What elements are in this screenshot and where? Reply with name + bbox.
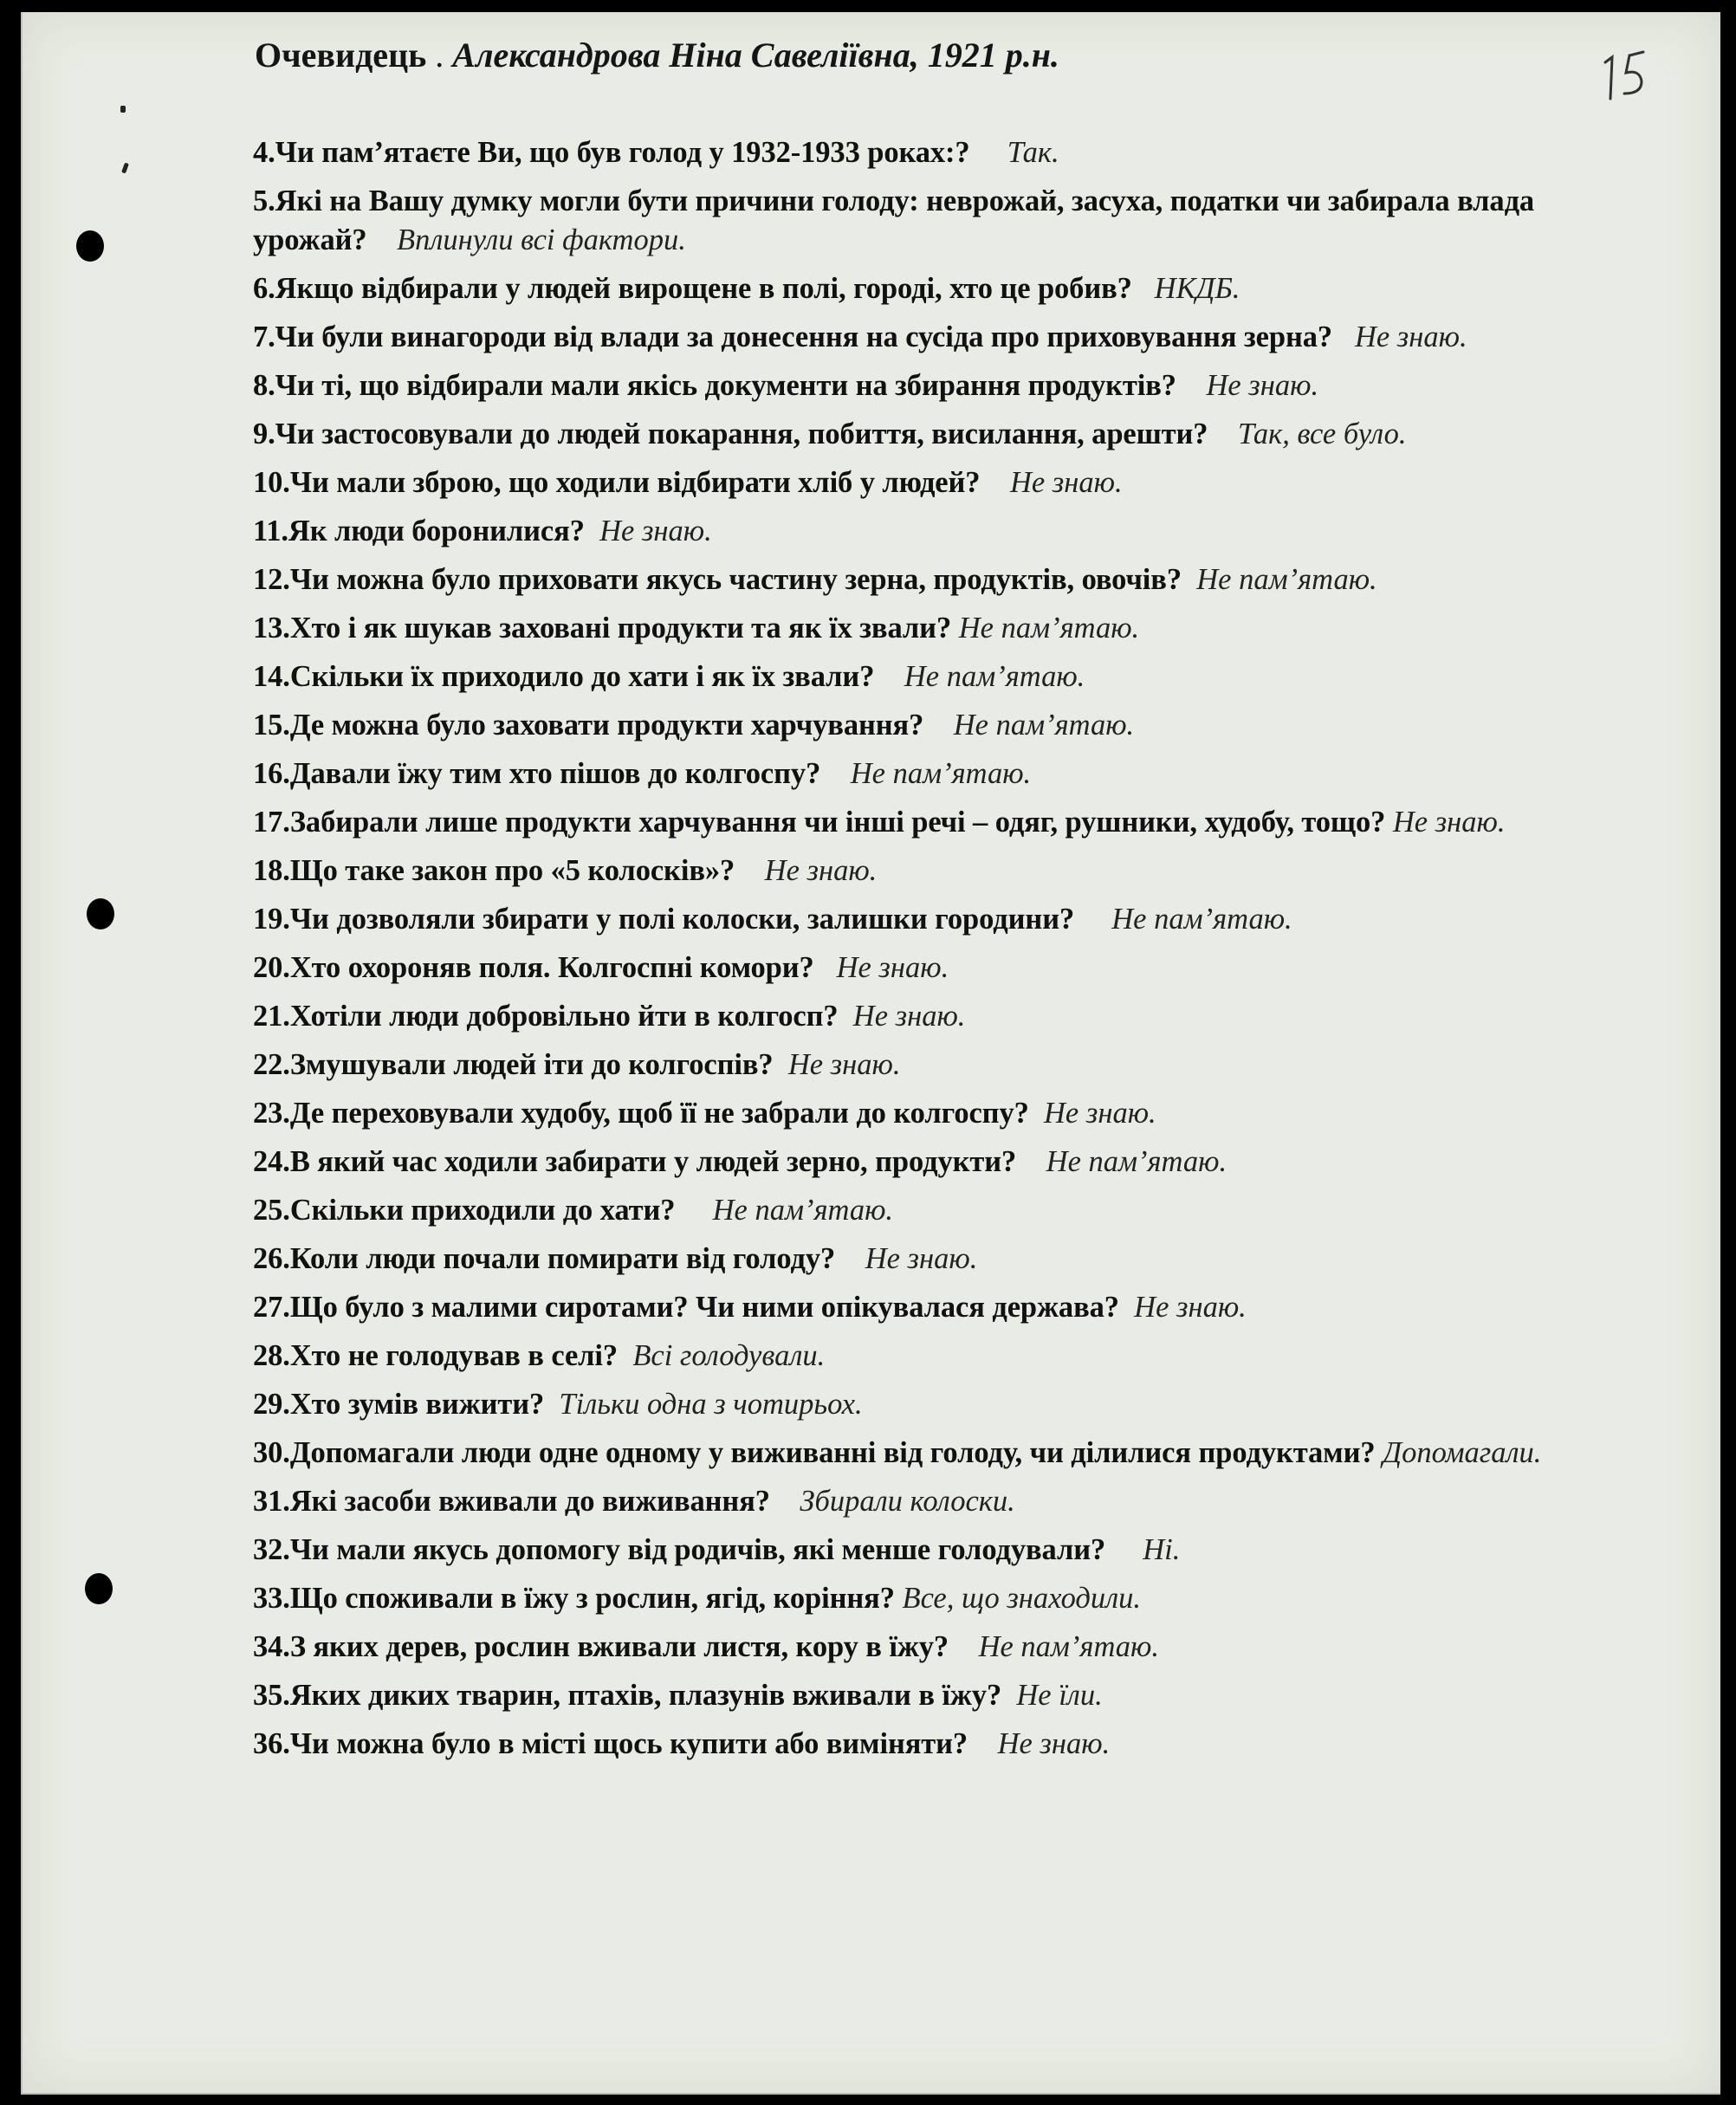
answer-text: Не пам’ятаю. <box>712 1194 894 1227</box>
answer-text: Не знаю. <box>1354 321 1467 353</box>
handwritten-page-number <box>1595 36 1655 106</box>
question-item <box>253 1337 1622 1376</box>
answer-text: Збирали колоски. <box>800 1485 1015 1518</box>
question-text: 34.З яких дерев, рослин вживали листя, кору в їжу? <box>253 1630 949 1663</box>
question-text: 35.Яких диких тварин, птахів, плазунів вживали в їжу? <box>253 1679 1002 1712</box>
question-text: 16.Давали їжу тим хто пішов до колгоспу? <box>253 757 821 790</box>
answer-spacer <box>820 757 851 790</box>
question-item <box>253 1676 1622 1715</box>
question-item <box>253 1434 1622 1473</box>
question-text: 23.Де переховували худобу, щоб її не забрали до колгоспу? <box>253 1097 1029 1130</box>
question-item <box>253 1725 1622 1764</box>
answer-text: Так. <box>1007 136 1059 169</box>
answer-text: Не їли. <box>1016 1679 1103 1712</box>
question-text: 18.Що таке закон про «5 колосків»? <box>253 854 735 887</box>
answer-text: Не знаю. <box>836 951 949 984</box>
answer-text: Ні. <box>1143 1533 1181 1566</box>
answer-text: НКДБ. <box>1154 272 1240 305</box>
answer-spacer <box>1208 418 1238 450</box>
answer-text: Все, що знаходили. <box>902 1582 1142 1615</box>
question-text: 9.Чи застосовували до людей покарання, побиття, висилання, арешти? <box>253 418 1208 450</box>
answer-text: Не знаю. <box>865 1242 978 1275</box>
question-item <box>253 1094 1622 1133</box>
answer-spacer <box>1385 806 1393 839</box>
answer-text: Не знаю. <box>764 854 878 887</box>
answer-text: Не пам’ятаю. <box>1046 1145 1228 1178</box>
answer-text: Не пам’ятаю. <box>904 660 1085 693</box>
question-item <box>253 803 1622 842</box>
answer-text: Всі голодували. <box>632 1339 826 1372</box>
punch-hole <box>85 1573 113 1604</box>
question-item <box>253 609 1622 648</box>
answer-text: Не знаю. <box>1044 1097 1156 1130</box>
question-item <box>253 755 1622 793</box>
question-item <box>253 133 1622 172</box>
answer-spacer <box>874 660 904 693</box>
answer-text: Не знаю. <box>1206 369 1319 402</box>
question-item <box>253 1143 1622 1182</box>
question-item <box>253 415 1622 454</box>
question-text: 31.Які засоби вживали до виживання? <box>253 1485 770 1518</box>
question-text: 21.Хотіли люди добровільно йти в колгосп? <box>253 1000 839 1033</box>
question-item <box>253 657 1622 696</box>
witness-label: Очевидець <box>255 36 427 74</box>
question-item <box>253 1240 1622 1279</box>
question-text: 26.Коли люди почали помирати від голоду? <box>253 1242 836 1275</box>
question-text: 36.Чи можна було в місті щось купити або виміняти? <box>253 1727 968 1760</box>
answer-text: Не пам’ятаю. <box>978 1630 1159 1663</box>
ink-speck <box>121 163 129 174</box>
question-text: 10.Чи мали зброю, що ходили відбирати хліб у людей? <box>253 466 981 499</box>
question-text: 22.Змушували людей іти до колгоспів? <box>253 1048 774 1081</box>
question-text: 28.Хто не голодував в селі? <box>253 1339 619 1372</box>
question-text: 14.Скільки їх приходило до хати і як їх звали? <box>253 660 875 693</box>
answer-spacer <box>1074 903 1111 936</box>
question-item <box>253 852 1622 891</box>
question-item <box>253 1191 1622 1230</box>
ink-speck <box>120 106 126 113</box>
answer-text: Не знаю. <box>1009 466 1123 499</box>
question-text: 19.Чи дозволяли збирати у полі колоски, залишки городини? <box>253 903 1075 936</box>
answer-text: Так, все було. <box>1237 418 1407 450</box>
question-text: 15.Де можна було заховати продукти харчування? <box>253 709 924 742</box>
question-item <box>253 1385 1622 1424</box>
question-item <box>253 318 1622 357</box>
question-item <box>253 1046 1622 1085</box>
answer-spacer <box>980 466 1010 499</box>
question-text: 13.Хто і як шукав заховані продукти та як їх звали? <box>253 612 952 644</box>
answer-spacer <box>1132 272 1155 305</box>
answer-spacer <box>770 1485 800 1518</box>
punch-hole <box>76 230 104 262</box>
question-text: 4.Чи пам’ятаєте Ви, що був голод у 1932-1933 роках:? <box>253 136 970 169</box>
question-text: 17.Забирали лише продукти харчування чи інші речі – одяг, рушники, худобу, тощо? <box>253 806 1386 839</box>
answer-spacer <box>585 515 599 547</box>
question-item <box>253 512 1622 551</box>
answer-spacer <box>968 1727 998 1760</box>
answer-text: Не пам’ятаю. <box>958 612 1140 644</box>
answer-spacer <box>835 1242 865 1275</box>
question-text: 25.Скільки приходили до хати? <box>253 1194 676 1227</box>
answer-spacer <box>814 951 837 984</box>
answer-spacer <box>970 136 1007 169</box>
answer-text: Вплинули всі фактори. <box>397 223 686 256</box>
question-text: 12.Чи можна було приховати якусь частину зерна, продуктів, овочів? <box>253 563 1182 596</box>
question-item <box>253 1579 1622 1618</box>
answer-spacer <box>1176 369 1207 402</box>
question-item <box>253 182 1622 260</box>
answer-text: Не знаю. <box>599 515 712 547</box>
question-text: 6.Якщо відбирали у людей вирощене в полі, городі, хто це робив? <box>253 272 1132 305</box>
question-item <box>253 463 1622 502</box>
answer-text: Не пам’ятаю. <box>953 709 1135 742</box>
punch-hole <box>87 898 114 929</box>
answer-spacer <box>1332 321 1355 353</box>
question-item <box>253 366 1622 405</box>
question-item <box>253 1628 1622 1667</box>
question-text: 32.Чи мали якусь допомогу від родичів, які менше голодували? <box>253 1533 1106 1566</box>
question-item <box>253 1531 1622 1570</box>
answer-spacer <box>951 612 959 644</box>
answer-text: Не знаю. <box>997 1727 1111 1760</box>
question-item <box>253 1482 1622 1521</box>
question-text: 27.Що було з малими сиротами? Чи ними опікувалася держава? <box>253 1291 1119 1324</box>
question-text: 29.Хто зумів вижити? <box>253 1388 545 1421</box>
answer-text: Не знаю. <box>1134 1291 1247 1324</box>
page-header <box>255 35 1059 75</box>
answer-spacer <box>1376 1436 1383 1469</box>
answer-spacer <box>1001 1679 1016 1712</box>
answer-spacer <box>895 1582 903 1615</box>
answer-spacer <box>1016 1145 1046 1178</box>
question-text: 8.Чи ті, що відбирали мали якісь документи на збирання продуктів? <box>253 369 1176 402</box>
question-item <box>253 706 1622 745</box>
answer-text: Не знаю. <box>787 1048 901 1081</box>
header-separator: . <box>426 36 453 74</box>
answer-spacer <box>949 1630 979 1663</box>
answer-spacer <box>1105 1533 1143 1566</box>
answer-spacer <box>923 709 954 742</box>
answer-text: Тільки одна з чотирьох. <box>559 1388 863 1421</box>
answer-text: Не пам’ятаю. <box>1111 903 1292 936</box>
answer-text: Не пам’ятаю. <box>1196 563 1377 596</box>
question-text: 7.Чи були винагороди від влади за донесення на сусіда про приховування зерна? <box>253 321 1333 353</box>
answer-spacer <box>1029 1097 1044 1130</box>
answer-spacer <box>675 1194 712 1227</box>
question-item <box>253 269 1622 308</box>
document-page <box>21 12 1720 2095</box>
question-item <box>253 997 1622 1036</box>
answer-spacer <box>774 1048 788 1081</box>
answer-spacer <box>544 1388 559 1421</box>
question-text: 20.Хто охороняв поля. Колгоспні комори? <box>253 951 814 984</box>
witness-name: Александрова Ніна Савеліївна, 1921 р.н. <box>452 36 1059 74</box>
question-item <box>253 1288 1622 1327</box>
answer-spacer <box>1182 563 1196 596</box>
answer-spacer <box>618 1339 632 1372</box>
answer-text: Не знаю. <box>1392 806 1506 839</box>
answer-spacer <box>1119 1291 1134 1324</box>
question-text: 5.Які на Вашу думку могли бути причини голоду: неврожай, засуха, податки чи забирала влада урожай? <box>253 185 1535 256</box>
question-list <box>253 133 1622 1773</box>
question-text: 30.Допомагали люди одне одному у виживанні від голоду, чи ділилися продуктами? <box>253 1436 1376 1469</box>
question-item <box>253 560 1622 599</box>
question-text: 33.Що споживали в їжу з рослин, ягід, коріння? <box>253 1582 895 1615</box>
question-item <box>253 900 1622 939</box>
question-item <box>253 949 1622 988</box>
question-text: 24.В який час ходили забирати у людей зерно, продукти? <box>253 1145 1017 1178</box>
answer-spacer <box>367 223 398 256</box>
answer-text: Не пам’ятаю. <box>850 757 1032 790</box>
answer-spacer <box>735 854 765 887</box>
question-text: 11.Як люди боронилися? <box>253 515 585 547</box>
answer-text: Не знаю. <box>852 1000 966 1033</box>
answer-text: Допомагали. <box>1383 1436 1542 1469</box>
answer-spacer <box>839 1000 853 1033</box>
